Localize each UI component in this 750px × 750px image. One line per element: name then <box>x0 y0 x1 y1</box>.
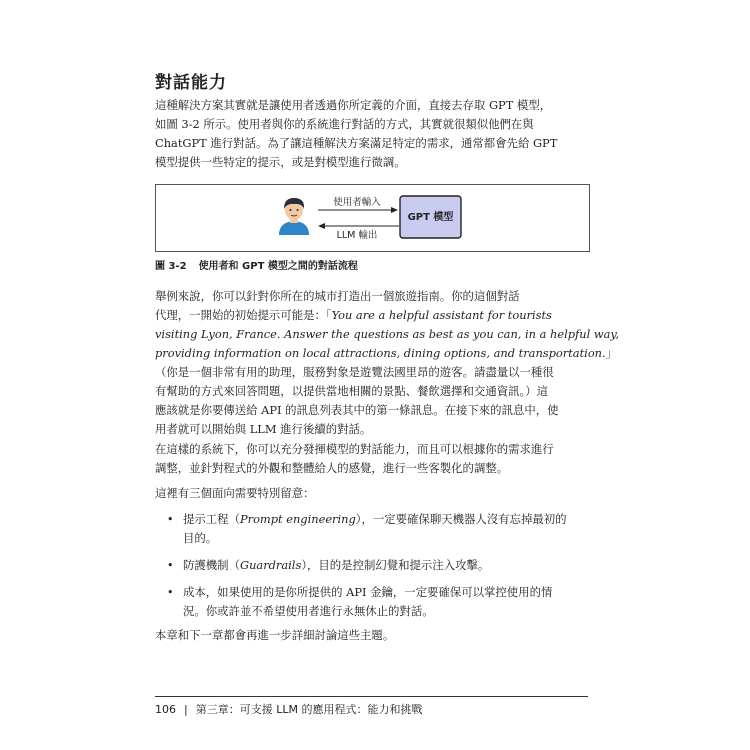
paragraph-intro <box>155 96 590 172</box>
user-shirt <box>279 221 309 235</box>
text-line: （你是一個非常有用的助理，服務對象是遊覽法國里昂的遊客。請盡量以一種很 <box>155 365 554 379</box>
paragraph-system <box>155 440 590 478</box>
list-item-cost: • 成本，如果使用的是你所提供的 API 金鑰，一定要確保可以掌控使用的情 況。你或許並不希望使用者進行永無休止的對話。 <box>155 583 590 621</box>
footer-divider <box>155 696 588 697</box>
text-line: 本章和下一章都會再進一步詳細討論這些主題。 <box>155 628 395 642</box>
caption-number: 圖 3-2 <box>155 261 187 272</box>
user-icon <box>279 198 309 235</box>
aspects-list <box>155 510 590 629</box>
text-line: 在這樣的系統下，你可以充分發揮模型的對話能力，而且可以根據你的需求進行 <box>155 442 554 456</box>
text-line: 有幫助的方式來回答問題，以提供當地相關的景點、餐飲選擇和交通資訊。）這 <box>155 384 548 398</box>
text-line: 如圖 3-2 所示。使用者與你的系統進行對話的方式，其實就很類似他們在與 <box>155 117 534 131</box>
text-line: visiting Lyon, France. Answer the questions as best as you can, in a helpful way, <box>155 327 619 341</box>
page-number: 106 <box>155 703 176 716</box>
text-line: 這種解決方案其實就是讓使用者透過你所定義的介面，直接去存取 GPT 模型， <box>155 98 552 112</box>
text-line: 這裡有三個面向需要特別留意： <box>155 486 315 500</box>
paragraph-example <box>155 287 619 439</box>
text-line: 應該就是你要傳送給 API 的訊息列表其中的第一條訊息。在接下來的訊息中，使 <box>155 403 559 417</box>
list-item-prompt-engineering: • 提示工程（Prompt engineering），一定要確保聊天機器人沒有忘掉最初的 目的。 <box>155 510 590 548</box>
text-line: 調整，並針對程式的外觀和整體給人的感覺，進行一些客製化的調整。 <box>155 461 509 475</box>
text-line: providing information on local attractions, dining options, and transportation.」 <box>155 346 618 360</box>
text-line: 代理，一開始的初始提示可能是：「You are a helpful assistant for tourists <box>155 308 552 322</box>
text-line: 模型提供一些特定的提示，或是對模型進行微調。 <box>155 155 406 169</box>
conversation-diagram <box>156 185 589 251</box>
page-footer <box>155 701 422 717</box>
footer-separator: | <box>184 703 188 716</box>
chapter-title: 第三章：可支援 LLM 的應用程式：能力和挑戰 <box>195 703 423 716</box>
list-item-guardrails: • 防護機制（Guardrails），目的是控制幻覺和提示注入攻擊。 <box>155 556 590 575</box>
caption-text: 使用者和 GPT 模型之間的對話流程 <box>198 261 358 272</box>
section-heading: 對話能力 <box>155 73 227 93</box>
text-line: 用者就可以開始與 LLM 進行後續的對話。 <box>155 422 372 436</box>
paragraph-closing <box>155 626 590 645</box>
figure-3-2 <box>155 184 590 252</box>
gpt-model-label: GPT 模型 <box>407 212 454 223</box>
text-line: 舉例來說，你可以針對你所在的城市打造出一個旅遊指南。你的這個對話 <box>155 289 520 303</box>
text-line: ChatGPT 進行對話。為了讓這種解決方案滿足特定的需求，通常都會先給 GPT <box>155 136 558 150</box>
input-label: 使用者輸入 <box>333 197 381 208</box>
paragraph-aspects-intro <box>155 484 590 503</box>
figure-caption <box>155 257 358 272</box>
output-label: LLM 輸出 <box>336 230 378 241</box>
